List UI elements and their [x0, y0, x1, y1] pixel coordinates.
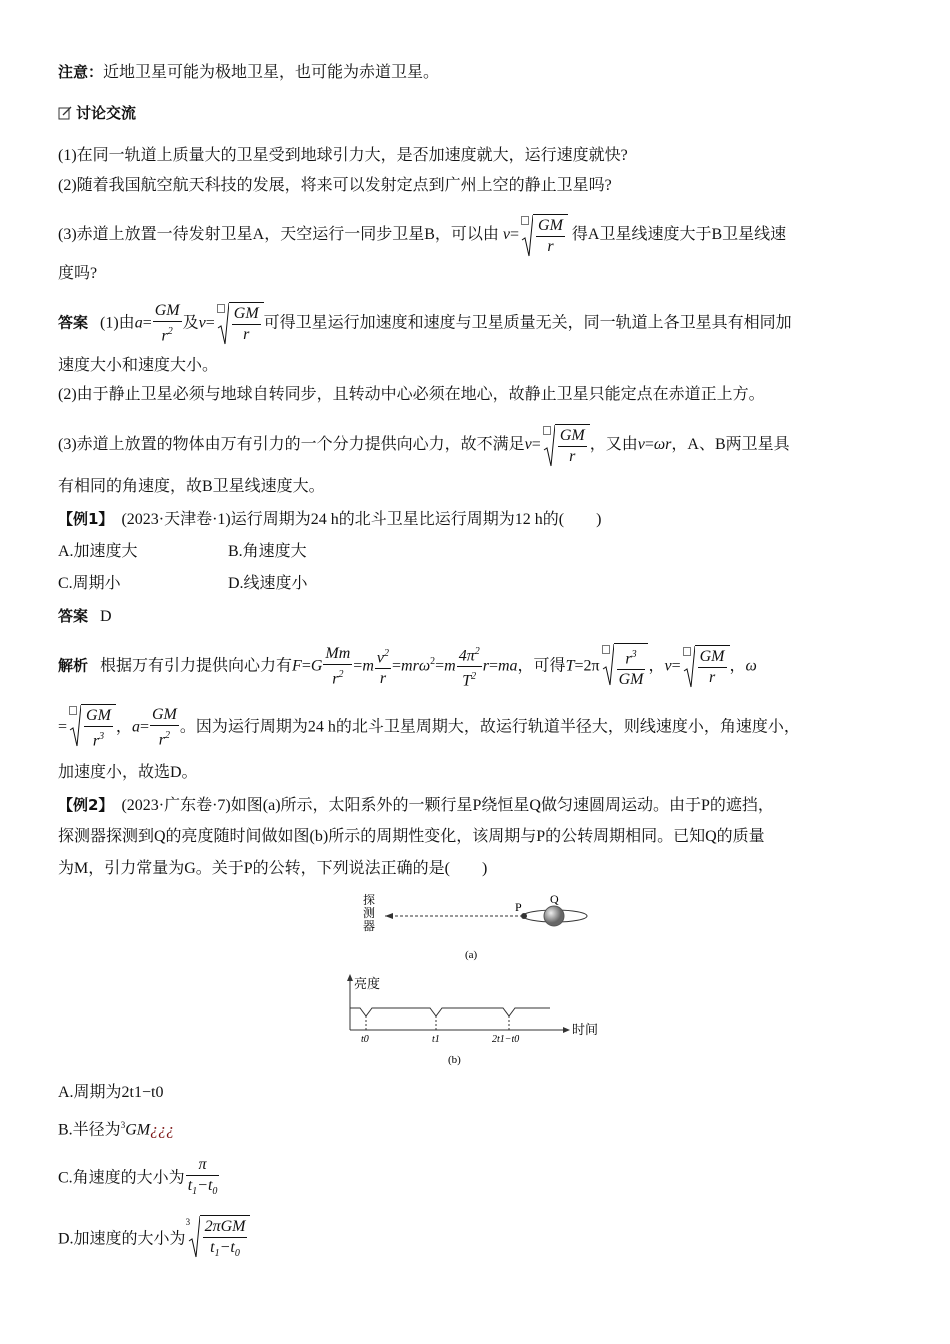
- example-2-stem-3: 为M，引力常量为G。关于P的公转，下列说法正确的是( ): [58, 860, 488, 877]
- note-label: 注意：: [58, 63, 104, 81]
- figure-b: [340, 972, 610, 1072]
- example-2-option-d: [58, 1215, 892, 1264]
- example-2-tag: 【例2】: [58, 796, 114, 814]
- example-1-tag: 【例1】: [58, 510, 114, 528]
- answer-3-end: 有相同的角速度，故B卫星线速度大。: [58, 478, 325, 495]
- example-2-stem-2: 探测器探测到Q的亮度随时间做如图(b)所示的周期性变化，该周期与P的公转周期相同。已知Q的质量: [58, 828, 765, 845]
- answer-1-post: 可得卫星运行加速度和速度与卫星质量无关，同一轨道上各卫星具有相同加: [263, 314, 792, 332]
- question-3-pre: (3)赤道上放置一待发射卫星A，天空运行一同步卫星B，可以由: [58, 226, 499, 244]
- question-1: (1)在同一轨道上质量大的卫星受到地球引力大，是否加速度就大，运行速度就快?: [58, 147, 628, 164]
- option-d-text: D.加速度的大小为: [58, 1230, 186, 1248]
- option-b: B.角速度大: [228, 543, 307, 560]
- planet-p: [521, 913, 527, 919]
- answer-3-mid: ，又由: [589, 436, 638, 454]
- answer-1: 答案 (1)由a= $\frac{GM}{r^2}$ 及v= $\frac{GM}{r}$ 可得卫星运行加速度和速度与卫星质量无关，同一轨道上各卫星具有相同加: [58, 302, 792, 345]
- answer-label: 答案: [58, 313, 89, 332]
- arrow-head: [385, 913, 393, 919]
- example-2-stem-text-1: 如图(a)所示，太阳系外的一颗行星P绕恒星Q做匀速圆周运动。由于P的遮挡，: [230, 797, 774, 814]
- option-a: A.加速度大: [58, 543, 138, 560]
- y-axis-arrow: [347, 974, 353, 981]
- example-1-options-row-1: [58, 541, 892, 563]
- option-d: D.线速度小: [228, 575, 308, 592]
- option-c: C.周期小: [58, 575, 121, 592]
- p-label: P: [515, 900, 522, 914]
- option-b-text: B.半径为: [58, 1121, 121, 1139]
- question-2: (2)随着我国航空航天科技的发展，将来可以发射定点到广州上空的静止卫星吗?: [58, 177, 612, 194]
- tick-t1: t1: [432, 1034, 440, 1045]
- sqrt-r3-over-gm: $\frac{r^3}{GM}$: [602, 643, 649, 690]
- answer-1-pre: (1)由: [100, 314, 135, 332]
- example-1-source: (2023·天津卷·1): [121, 511, 231, 528]
- answer-3: (3)赤道上放置的物体由万有引力的一个分力提供向心力，故不满足v= $\frac{GM}{r}$ ，又由v=ωr，A、B两卫星具: [58, 424, 892, 467]
- x-axis-arrow: [563, 1027, 570, 1033]
- fig-b-caption: (b): [448, 1054, 461, 1066]
- answer-3-pre: (3)赤道上放置的物体由万有引力的一个分力提供向心力，故不满足: [58, 436, 525, 454]
- answer-2: (2)由于静止卫星必须与地球自转同步，且转动中心必须在地心，故静止卫星只能定点在赤道正上方。: [58, 386, 765, 403]
- brightness-curve: [350, 1008, 550, 1016]
- example-1-analysis-line-3: 加速度小，故选D。: [58, 764, 198, 781]
- cbrt-2pigm-over-t: 3 $\frac{\text{2πGM}}{t_1-t_0}$: [188, 1215, 251, 1264]
- example-1-answer: [58, 605, 892, 628]
- question-3: (3)赤道上放置一待发射卫星A，天空运行一同步卫星B，可以由 v= $\frac{GM}{r}$ 得A卫星线速度大于B卫星线速: [58, 214, 892, 257]
- sqrt-gm-over-r: $\frac{GM}{r}$: [217, 302, 264, 345]
- answer-value: D: [100, 608, 112, 625]
- question-3-post: 得A卫星线速度大于B卫星线速: [571, 226, 787, 244]
- sqrt-gm-over-r: $\frac{GM}{r}$: [543, 424, 590, 467]
- answer-1-end: 速度大小和速度大小。: [58, 357, 219, 374]
- question-3-end: 度吗?: [58, 265, 98, 282]
- fig-a-caption: (a): [465, 949, 478, 961]
- example-1-options-row-2: [58, 573, 892, 595]
- analysis-mid: ，可得: [517, 657, 566, 675]
- example-2-stem-1: [58, 794, 892, 817]
- tick-t2: 2t1−t0: [492, 1034, 520, 1045]
- tick-t0: t0: [361, 1034, 369, 1045]
- analysis-label: 解析: [58, 656, 89, 675]
- answer-1-mid: 及: [182, 314, 199, 332]
- option-c-text: C.角速度的大小为: [58, 1169, 185, 1187]
- discussion-heading: [58, 102, 892, 125]
- example-2-source: (2023·广东卷·7): [121, 797, 231, 814]
- option-b-garbled: ¿¿¿: [150, 1121, 175, 1139]
- discussion-title: 讨论交流: [76, 104, 137, 122]
- detector-label: 探测器: [363, 893, 376, 933]
- example-2-option-a: A.周期为2t1−t0: [58, 1084, 164, 1101]
- example-1-analysis-line-2: = $\frac{GM}{r^3}$ ，a= $\frac{GM}{r^2}$ 。因为运行周期为24 h的北斗卫星周期大，故运行轨道半径大，则线速度小，角速度小，: [58, 706, 800, 750]
- q-label: Q: [550, 892, 559, 906]
- example-1-question: 运行周期为24 h的北斗卫星比运行周期为12 h的( ): [230, 511, 602, 528]
- analysis-pre: 根据万有引力提供向心力有: [100, 657, 293, 675]
- example-1-stem: [58, 508, 892, 531]
- edit-icon: [58, 106, 72, 120]
- star-q: [544, 906, 564, 926]
- sqrt-gm-over-r: $\frac{GM}{r}$: [521, 214, 568, 257]
- y-axis-label: 亮度: [354, 977, 381, 992]
- sqrt-gm-over-r3: $\frac{GM}{r^3}$: [69, 704, 116, 751]
- x-axis-label: 时间: [572, 1023, 599, 1038]
- example-1-analysis-line-1: 解析 根据万有引力提供向心力有F=G $\frac{Mm}{r^2}$ =m $\frac{v^2}{r}$ =mrω$^2$=m $\frac{4\pi^2}{T^2}$ r=ma，可得T=2π $\frac{r^3}{GM}$ ，v= $\frac{GM}{r}$ ，ω: [58, 642, 892, 692]
- answer-label: 答案: [58, 607, 89, 625]
- note-line: [58, 61, 892, 84]
- note-text: 近地卫星可能为极地卫星，也可能为赤道卫星。: [103, 64, 440, 81]
- example-2-option-b: B.半径为$^3$GM¿¿¿: [58, 1120, 175, 1139]
- figure-a: [355, 890, 605, 965]
- answer-3-post: ，A、B两卫星具: [671, 436, 790, 454]
- analysis-end-1: 。因为运行周期为24 h的北斗卫星周期大，故运行轨道半径大，则线速度小，角速度小，: [179, 718, 800, 736]
- example-2-option-c: C.角速度的大小为 $\frac{\pi}{t_1-t_0}$: [58, 1156, 218, 1198]
- sqrt-gm-over-r: $\frac{GM}{r}$: [683, 645, 730, 688]
